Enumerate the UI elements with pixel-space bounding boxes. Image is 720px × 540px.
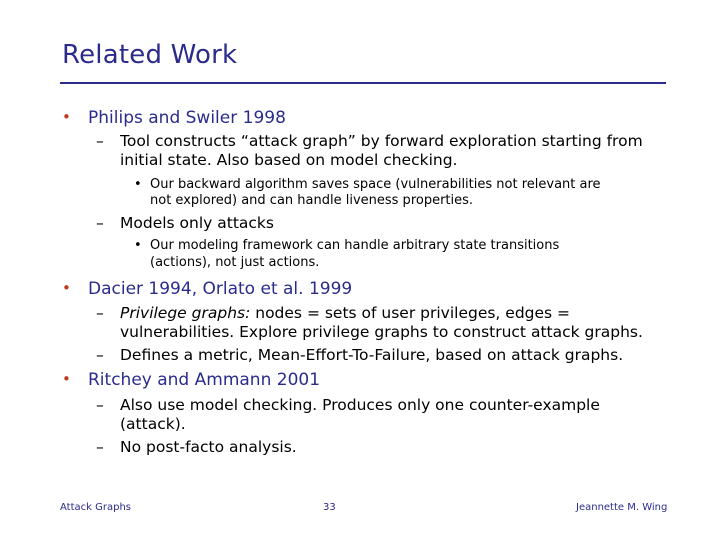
sub-bullet-text: nodes = sets of user privileges, edges = [250, 304, 571, 322]
sub-bullet-continuation [120, 415, 186, 433]
sub-bullet-text: vulnerabilities. Explore privilege graphs to construct attack graphs. [120, 323, 643, 341]
sub-bullet-model-checking [96, 396, 600, 414]
small-bullet-icon: • [134, 177, 142, 192]
bullet-ritchey-ammann [62, 370, 321, 390]
note-text: Our backward algorithm saves space (vulnerabilities not relevant are [150, 177, 601, 192]
sub-bullet-privilege-graphs [96, 304, 571, 322]
note-continuation [150, 193, 473, 208]
note-modeling-framework [134, 238, 560, 253]
sub-bullet-text: Also use model checking. Produces only one counter-example [120, 396, 600, 414]
bullet-dacier-orlato [62, 279, 353, 299]
footer-author: Jeannette M. Wing [576, 502, 668, 513]
dash-icon: – [96, 214, 104, 232]
sub-bullet-continuation [120, 151, 457, 169]
sub-bullet-text: No post-facto analysis. [120, 438, 297, 456]
bullet-icon: • [62, 108, 71, 126]
sub-bullet-no-post-facto [96, 438, 297, 456]
sub-bullet-tool-constructs [96, 132, 643, 150]
footer-left: Attack Graphs [60, 502, 131, 513]
sub-bullet-models-only-attacks [96, 214, 274, 232]
sub-bullet-metric [96, 346, 624, 364]
sub-bullet-text: initial state. Also based on model checking. [120, 151, 458, 169]
note-backward-algorithm [134, 177, 601, 192]
sub-bullet-text: Tool constructs “attack graph” by forward exploration starting from [120, 132, 643, 150]
sub-bullet-text: Models only attacks [120, 214, 274, 232]
small-bullet-icon: • [134, 238, 142, 253]
page-number: 33 [323, 502, 336, 513]
dash-icon: – [96, 438, 104, 456]
note-continuation [150, 255, 319, 270]
bullet-heading: Ritchey and Ammann 2001 [88, 370, 321, 390]
bullet-icon: • [62, 279, 71, 297]
dash-icon: – [96, 346, 104, 364]
bullet-icon: • [62, 370, 71, 388]
note-text: Our modeling framework can handle arbitrary state transitions [150, 238, 560, 253]
bullet-heading: Philips and Swiler 1998 [88, 108, 286, 128]
sub-bullet-text: Defines a metric, Mean-Effort-To-Failure, based on attack graphs. [120, 346, 624, 364]
bullet-heading: Dacier 1994, Orlato et al. 1999 [88, 279, 353, 299]
dash-icon: – [96, 132, 104, 150]
note-text: not explored) and can handle liveness properties. [150, 193, 474, 208]
note-text: (actions), not just actions. [150, 255, 320, 270]
page-title: Related Work [62, 40, 238, 70]
title-rule [60, 82, 666, 84]
sub-bullet-text: (attack). [120, 415, 186, 433]
italic-term: Privilege graphs: [120, 304, 251, 322]
dash-icon: – [96, 396, 104, 414]
bullet-philips-swiler [62, 108, 286, 128]
sub-bullet-continuation [120, 323, 643, 341]
dash-icon: – [96, 304, 104, 322]
